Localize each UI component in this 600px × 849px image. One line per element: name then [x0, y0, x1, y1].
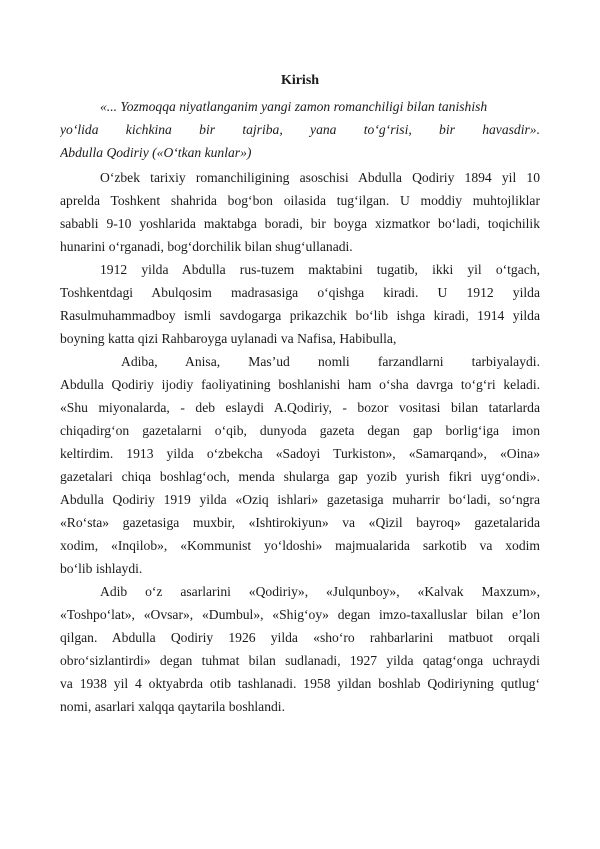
text-line: obro‘sizlantirdi» degan tuhmat bilan sudlanadi, 1927 yilda qatag‘onga uchraydi: [60, 653, 540, 668]
text-line: gazetalari chiqa boshlag‘och, menda shularga gap yozib yurish fikri uyg‘ondi».: [60, 469, 540, 484]
text-line: nomi, asarlari xalqqa qaytarila boshlandi.: [60, 699, 285, 714]
text-line: bo‘lib ishlaydi.: [60, 561, 143, 576]
text-line: qilgan. Abdulla Qodiriy 1926 yilda «sho‘ro rahbarlarini matbuot orqali: [60, 630, 540, 645]
text-line: Abdulla Qodiriy 1919 yilda «Oziq ishlari» gazetasiga muharrir bo‘ladi, so‘ngra: [60, 492, 540, 507]
text-line: boyning katta qizi Rahbaroyga uylanadi va Nafisa, Habibulla,: [60, 331, 397, 346]
document-content: [60, 72, 540, 718]
text-line: keltirdim. 1913 yilda o‘zbekcha «Sadoyi Turkiston», «Samarqand», «Oina»: [60, 446, 540, 461]
page-title: Kirish: [280, 73, 320, 88]
text-line: Rasulmuhammadboy ismli savdogarga prikazchik bo‘lib ishga kiradi, 1914 yilda: [60, 308, 540, 323]
text-line: Adib o‘z asarlarini «Qodiriy», «Julqunboy», «Kalvak Maxzum»,: [100, 584, 540, 599]
text-line: sababli 9-10 yoshlarida maktabga boradi, bir boyga xizmatkor bo‘ladi, toqichilik: [60, 216, 540, 231]
text-line: Abdulla Qodiriy ijodiy faoliyatining boshlanishi ham o‘sha davrga to‘g‘ri keladi.: [60, 377, 540, 392]
epigraph-line: yo‘lida kichkina bir tajriba, yana to‘g‘risi, bir havasdir».: [60, 122, 540, 137]
epigraph-line: «... Yozmoqqa niyatlanganim yangi zamon romanchiligi bilan tanishish: [100, 99, 488, 114]
text-line: «Toshpo‘lat», «Ovsar», «Dumbul», «Shig‘oy» degan imzo-taxalluslar bilan e’lon: [60, 607, 540, 622]
text-line: aprelda Toshkent shahrida bog‘bon oilasida tug‘ilgan. U moddiy muhtojliklar: [60, 193, 540, 208]
epigraph: [60, 95, 540, 164]
text-line: chiqadirg‘on gazetalarni o‘qib, dunyoda gazeta degan gap borlig‘iga imon: [60, 423, 540, 438]
document-body: [60, 166, 540, 718]
text-line: xodim, «Inqilob», «Kommunist yo‘ldoshi» majmualarida sarkotib va xodim: [60, 538, 540, 553]
text-line: hunarini o‘rganadi, bog‘dorchilik bilan shug‘ullanadi.: [60, 239, 353, 254]
text-line: Toshkentdagi Abulqosim madrasasiga o‘qishga kiradi. U 1912 yilda: [60, 285, 540, 300]
text-line: Adiba, Anisa, Mas’ud nomli farzandlarni tarbiyalaydi.: [121, 354, 540, 369]
text-line: «Shu miyonalarda, - deb eslaydi A.Qodiriy, - bozor vositasi bilan tatarlarda: [60, 400, 540, 415]
text-line: 1912 yilda Abdulla rus-tuzem maktabini tugatib, ikki yil o‘tgach,: [100, 262, 540, 277]
text-line: va 1938 yil 4 oktyabrda otib tashlanadi. 1958 yildan boshlab Qodiriyning qutlug‘: [60, 676, 540, 691]
text-line: «Ro‘sta» gazetasiga muxbir, «Ishtirokiyun» va «Qizil bayroq» gazetalarida: [60, 515, 540, 530]
text-line: O‘zbek tarixiy romanchiligining asoschisi Abdulla Qodiriy 1894 yil 10: [100, 170, 540, 185]
epigraph-author: Abdulla Qodiriy («O‘tkan kunlar»): [60, 145, 252, 160]
